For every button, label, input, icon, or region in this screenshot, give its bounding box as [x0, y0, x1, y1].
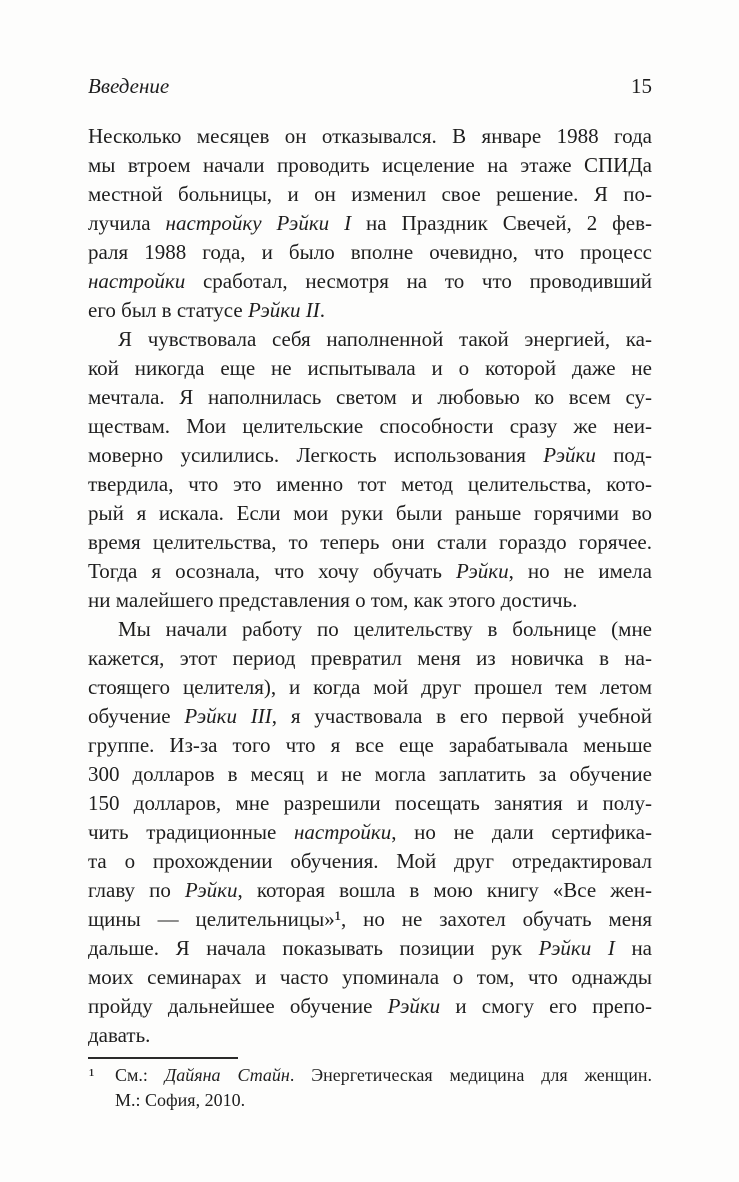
text-run: 300 долларов в месяц и не могла заплатить за обучение [88, 762, 652, 786]
text-run: сработал, несмотря на то что проводивший [185, 269, 652, 293]
text-line [88, 934, 652, 963]
text-run: стоящего целителя), и когда мой друг прошел тем летом [88, 675, 652, 699]
text-run: давать. [88, 1023, 151, 1047]
text-line [88, 180, 652, 209]
text-run: рый я искала. Если мои руки были раньше горячими во [88, 501, 652, 525]
italic-text: Рэйки [387, 994, 441, 1018]
footnote-rule [88, 1057, 238, 1059]
text-run: мы втроем начали проводить исцеление на этаже СПИДа [88, 153, 652, 177]
text-run: местной больницы, и он изменил свое решение. Я по- [88, 182, 652, 206]
italic-text: Рэйки [455, 559, 509, 583]
text-run: . Энергетическая медицина для женщин. [289, 1065, 652, 1085]
text-run: на Праздник Свечей, 2 фев- [351, 211, 652, 235]
text-line [88, 528, 652, 557]
text-run: Тогда я осознала, что хочу обучать [88, 559, 456, 583]
page-content [88, 74, 652, 1113]
text-line [88, 702, 652, 731]
text-run: Несколько месяцев он отказывался. В январе 1988 года [88, 124, 652, 148]
text-run: 150 долларов, мне разрешили посещать занятия и полу- [88, 791, 652, 815]
text-run: кой никогда еще не испытывала и о которой даже не [88, 356, 652, 380]
italic-text: Дайяна Стайн [164, 1065, 290, 1085]
text-line [88, 789, 652, 818]
text-line [88, 673, 652, 702]
italic-text: Рэйки I [538, 936, 615, 960]
italic-text: настройки [88, 269, 186, 293]
italic-text: Рэйки II [247, 298, 320, 322]
text-run: , которая вошла в мою книгу «Все жен- [237, 878, 652, 902]
text-run: М.: София, 2010. [115, 1090, 246, 1110]
text-run: моверно усилились. Легкость использования [88, 443, 544, 467]
text-line [88, 557, 652, 586]
text-line [88, 296, 652, 325]
text-line [88, 586, 652, 615]
text-run: пройду дальнейшее обучение [88, 994, 388, 1018]
text-run: и смогу его препо- [440, 994, 652, 1018]
text-line [88, 644, 652, 673]
text-run: обучение [88, 704, 185, 728]
footnote [88, 1057, 652, 1113]
text-line [88, 992, 652, 1021]
text-line [88, 238, 652, 267]
text-run: чить традиционные [88, 820, 294, 844]
text-line [88, 499, 652, 528]
text-line [88, 383, 652, 412]
text-line [88, 470, 652, 499]
text-run: лучила [88, 211, 166, 235]
text-line [88, 354, 652, 383]
text-run: Мы начали работу по целительству в больнице (мне [118, 617, 652, 641]
text-line [88, 963, 652, 992]
text-run: моих семинарах и часто упоминала о том, что однажды [88, 965, 652, 989]
text-line [88, 122, 652, 151]
text-line [88, 615, 652, 644]
text-line [88, 325, 652, 354]
text-run: щины — целительницы»¹, но не захотел обучать меня [88, 907, 652, 931]
footnote-lines [88, 1063, 652, 1113]
text-line [88, 441, 652, 470]
text-run: та о прохождении обучения. Мой друг отредактировал [88, 849, 652, 873]
text-run: на [614, 936, 652, 960]
italic-text: Рэйки [184, 878, 238, 902]
text-run: главу по [88, 878, 185, 902]
text-line [88, 267, 652, 296]
text-line [88, 876, 652, 905]
footnote-line [88, 1063, 652, 1088]
text-run: ществам. Мои целительские способности сразу же неи- [88, 414, 652, 438]
italic-text: настройку Рэйки I [165, 211, 352, 235]
text-run: время целительства, то теперь они стали гораздо горячее. [88, 530, 652, 554]
text-run: его был в статусе [88, 298, 248, 322]
text-line [88, 847, 652, 876]
text-line [88, 1021, 652, 1050]
text-run: Я чувствовала себя наполненной такой энергией, ка- [118, 327, 652, 351]
text-run: мечтала. Я наполнилась светом и любовью ко всем су- [88, 385, 652, 409]
text-line [88, 412, 652, 441]
text-run: См.: [115, 1065, 165, 1085]
text-run: под- [595, 443, 652, 467]
text-line [88, 905, 652, 934]
text-line [88, 818, 652, 847]
text-run: группе. Из-за того что я все еще зарабатывала меньше [88, 733, 652, 757]
text-run: ни малейшего представления о том, как этого достичь. [88, 588, 578, 612]
text-line [88, 151, 652, 180]
text-run: твердила, что это именно тот метод целительства, кото- [88, 472, 652, 496]
page-number: 15 [631, 74, 652, 98]
italic-text: настройки [293, 820, 392, 844]
text-run: , я участвовала в его первой учебной [271, 704, 652, 728]
text-run: дальше. Я начала показывать позиции рук [88, 936, 539, 960]
text-run: кажется, этот период превратил меня из новичка в на- [88, 646, 652, 670]
body-text [88, 122, 652, 1050]
footnote-line [88, 1088, 652, 1113]
text-line [88, 731, 652, 760]
italic-text: Рэйки III [184, 704, 272, 728]
running-head: Введение [88, 74, 170, 98]
text-line [88, 760, 652, 789]
page-header [88, 74, 652, 98]
text-run: , но не имела [508, 559, 652, 583]
text-run: раля 1988 года, и было вполне очевидно, что процесс [88, 240, 652, 264]
italic-text: Рэйки [543, 443, 596, 467]
footnote-marker: ¹ [89, 1065, 95, 1085]
text-run: . [319, 298, 326, 322]
text-run: , но не дали сертифика- [391, 820, 652, 844]
text-line [88, 209, 652, 238]
